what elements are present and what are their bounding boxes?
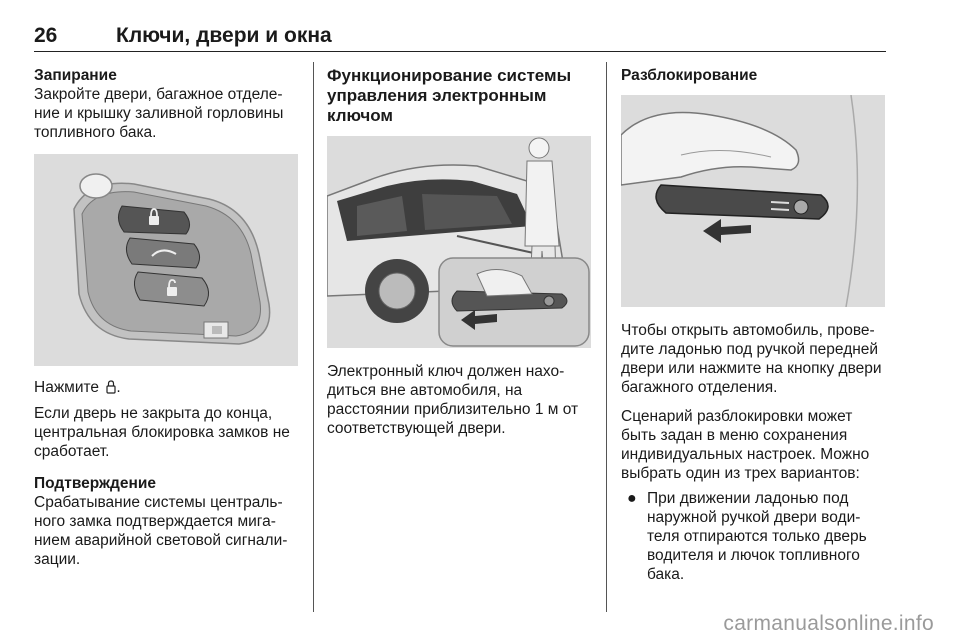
bullet-symbol: ● bbox=[627, 490, 637, 507]
column-left bbox=[34, 66, 302, 569]
press-suffix: . bbox=[116, 379, 121, 396]
door-handle-figure bbox=[621, 95, 885, 307]
page-number: 26 bbox=[34, 24, 58, 47]
locking-heading: Запирание bbox=[34, 67, 117, 84]
page-header bbox=[34, 22, 886, 52]
locking-text: Закройте двери, багажное отделе-ние и крышку заливной горловины топливного бака. bbox=[34, 86, 284, 141]
unlock-body-1: Чтобы открыть автомобиль, прове-дите ладонью под ручкой передней двери или нажмите на кнопку двери багажного отделения. bbox=[621, 322, 882, 396]
confirm-text: Срабатывание системы централь-ного замка подтверждается мига-нием аварийной световой сигнали-зации. bbox=[34, 494, 288, 568]
list-item bbox=[621, 489, 887, 584]
column-divider bbox=[606, 62, 607, 612]
press-text: Нажмите bbox=[34, 379, 100, 396]
confirm-heading: Подтверждение bbox=[34, 475, 157, 492]
bullet-text: При движении ладонью под наружной ручкой двери води-теля отпираются только дверь водителя и лючок топливного бака. bbox=[647, 490, 867, 583]
press-instruction bbox=[34, 378, 302, 399]
lock-icon bbox=[106, 380, 116, 399]
chapter-title: Ключи, двери и окна bbox=[116, 24, 332, 47]
keyless-heading: Функционирование системы управления электронным ключом bbox=[327, 66, 572, 125]
column-right bbox=[621, 66, 887, 584]
unlock-body-2: Сценарий разблокировки может быть задан в меню сохранения индивидуальных настроек. Можно выбрать один из трех вариантов: bbox=[621, 408, 870, 482]
keyless-body: Электронный ключ должен нахо-диться вне автомобиля, на расстоянии приблизительно 1 м от соответствующей двери. bbox=[327, 363, 579, 437]
column-divider bbox=[313, 62, 314, 612]
column-middle bbox=[327, 66, 593, 438]
watermark: carmanualsonline.info bbox=[723, 612, 934, 635]
key-fob-figure bbox=[34, 154, 298, 366]
car-door-figure bbox=[327, 136, 591, 348]
unlock-heading: Разблокирование bbox=[621, 67, 758, 84]
door-warning-text: Если дверь не закрыта до конца, центральная блокировка замков не сработает. bbox=[34, 405, 290, 460]
